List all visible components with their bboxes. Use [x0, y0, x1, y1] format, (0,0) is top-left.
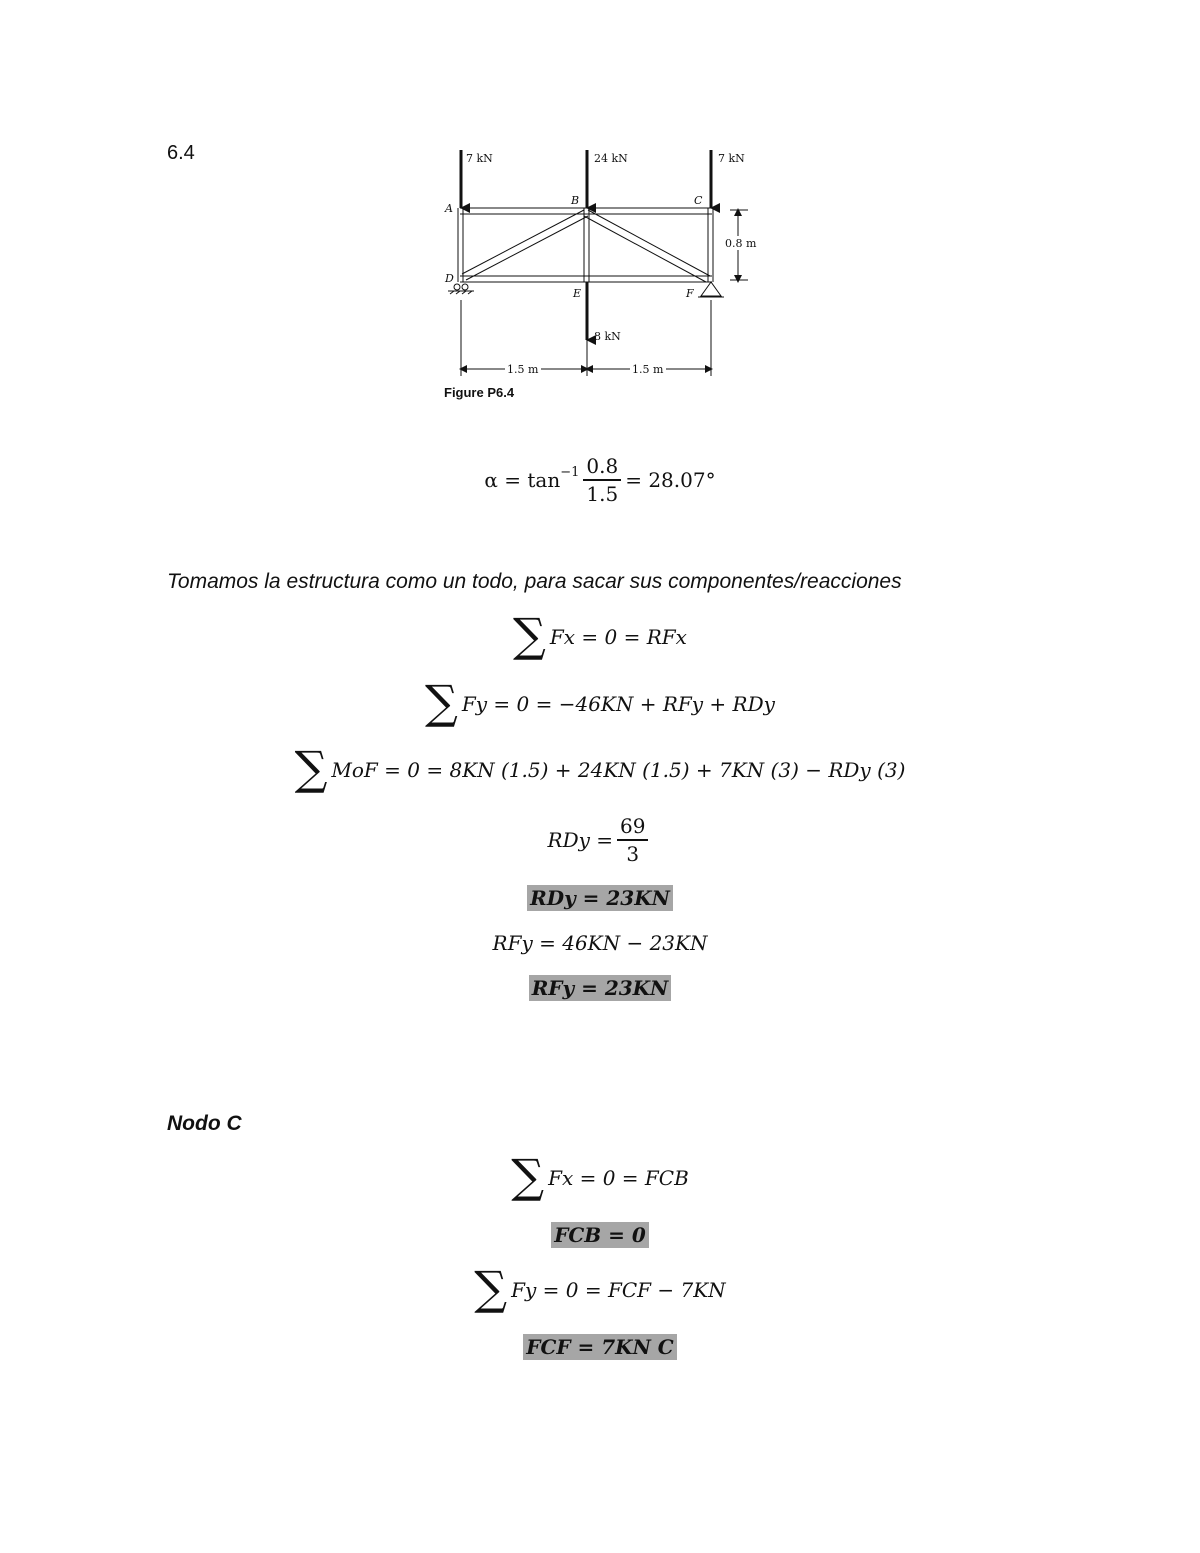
truss-members — [458, 208, 713, 282]
eq-sum-mof — [0, 741, 1200, 795]
load-label-c: 7 kN — [718, 152, 745, 165]
node-c-title: Nodo C — [167, 1112, 242, 1135]
sigma-symbol: ∑ — [294, 741, 328, 795]
load-label-e: 8 kN — [594, 330, 621, 343]
load-label-b: 24 kN — [594, 152, 628, 165]
eq-sum-fx-text: Fx = 0 = RFx — [549, 625, 687, 649]
angle-num: 0.8 — [583, 455, 621, 481]
angle-den: 1.5 — [586, 482, 619, 506]
figure-caption: Figure P6.4 — [444, 385, 515, 400]
eq-sum-mof-text: MoF = 0 = 8KN (1.5) + 24KN (1.5) + 7KN (3) − RDy (3) — [331, 758, 906, 782]
angle-fraction — [583, 455, 621, 505]
intro-text: Tomamos la estructura como un todo, para sacar sus componentes/reacciones — [167, 570, 902, 593]
eq-rdy-fraction — [0, 815, 1200, 865]
sigma-symbol: ∑ — [474, 1261, 508, 1315]
sigma-symbol: ∑ — [425, 675, 458, 729]
eq-sum-fx — [0, 608, 1200, 662]
dim-span-left-label: 1.5 m — [507, 363, 539, 376]
eq-rfy-result — [0, 975, 1200, 1001]
rdy-fraction — [617, 815, 648, 865]
angle-lhs: α = tan — [484, 468, 561, 492]
load-label-a: 7 kN — [466, 152, 493, 165]
eq-rfy — [0, 931, 1200, 955]
eq-sum-fy-text: Fy = 0 = −46KN + RFy + RDy — [461, 692, 775, 716]
node-label-c: C — [694, 194, 703, 207]
pin-support-f — [698, 282, 724, 297]
node-label-f: F — [686, 287, 694, 300]
node-label-a: A — [445, 202, 453, 215]
node-label-d: D — [445, 272, 454, 285]
eq-rfy-text: RFy = 46KN − 23KN — [492, 931, 708, 955]
angle-equation — [0, 455, 1200, 505]
node-c-sum-fx-text: Fx = 0 = FCB — [548, 1166, 689, 1190]
node-c-sum-fy — [0, 1261, 1200, 1315]
eq-rdy-lhs: RDy = — [547, 828, 614, 852]
eq-sum-fy — [0, 675, 1200, 729]
node-label-e: E — [573, 287, 582, 300]
rdy-num: 69 — [617, 815, 648, 841]
rfy-result-highlight: RFy = 23KN — [529, 975, 672, 1001]
pin-support-d — [448, 284, 474, 294]
eq-rdy-result — [0, 885, 1200, 911]
angle-sup: −1 — [560, 464, 580, 480]
sigma-symbol: ∑ — [513, 608, 546, 662]
angle-rhs: = 28.07° — [625, 468, 716, 492]
dim-span-right-label: 1.5 m — [632, 363, 664, 376]
node-c-fcf-result — [0, 1334, 1200, 1360]
fcb-result-highlight: FCB = 0 — [551, 1222, 649, 1248]
node-c-sum-fx — [0, 1149, 1200, 1203]
node-label-b: B — [571, 194, 580, 207]
node-c-fcb-result — [0, 1222, 1200, 1248]
node-c-sum-fy-text: Fy = 0 = FCF − 7KN — [511, 1278, 726, 1302]
sigma-symbol: ∑ — [511, 1149, 545, 1203]
fcf-result-highlight: FCF = 7KN C — [523, 1334, 676, 1360]
rdy-den: 3 — [626, 842, 640, 866]
truss-figure — [436, 140, 776, 404]
rdy-result-highlight: RDy = 23KN — [527, 885, 673, 911]
dim-height-label: 0.8 m — [725, 237, 757, 250]
problem-number: 6.4 — [167, 142, 195, 164]
